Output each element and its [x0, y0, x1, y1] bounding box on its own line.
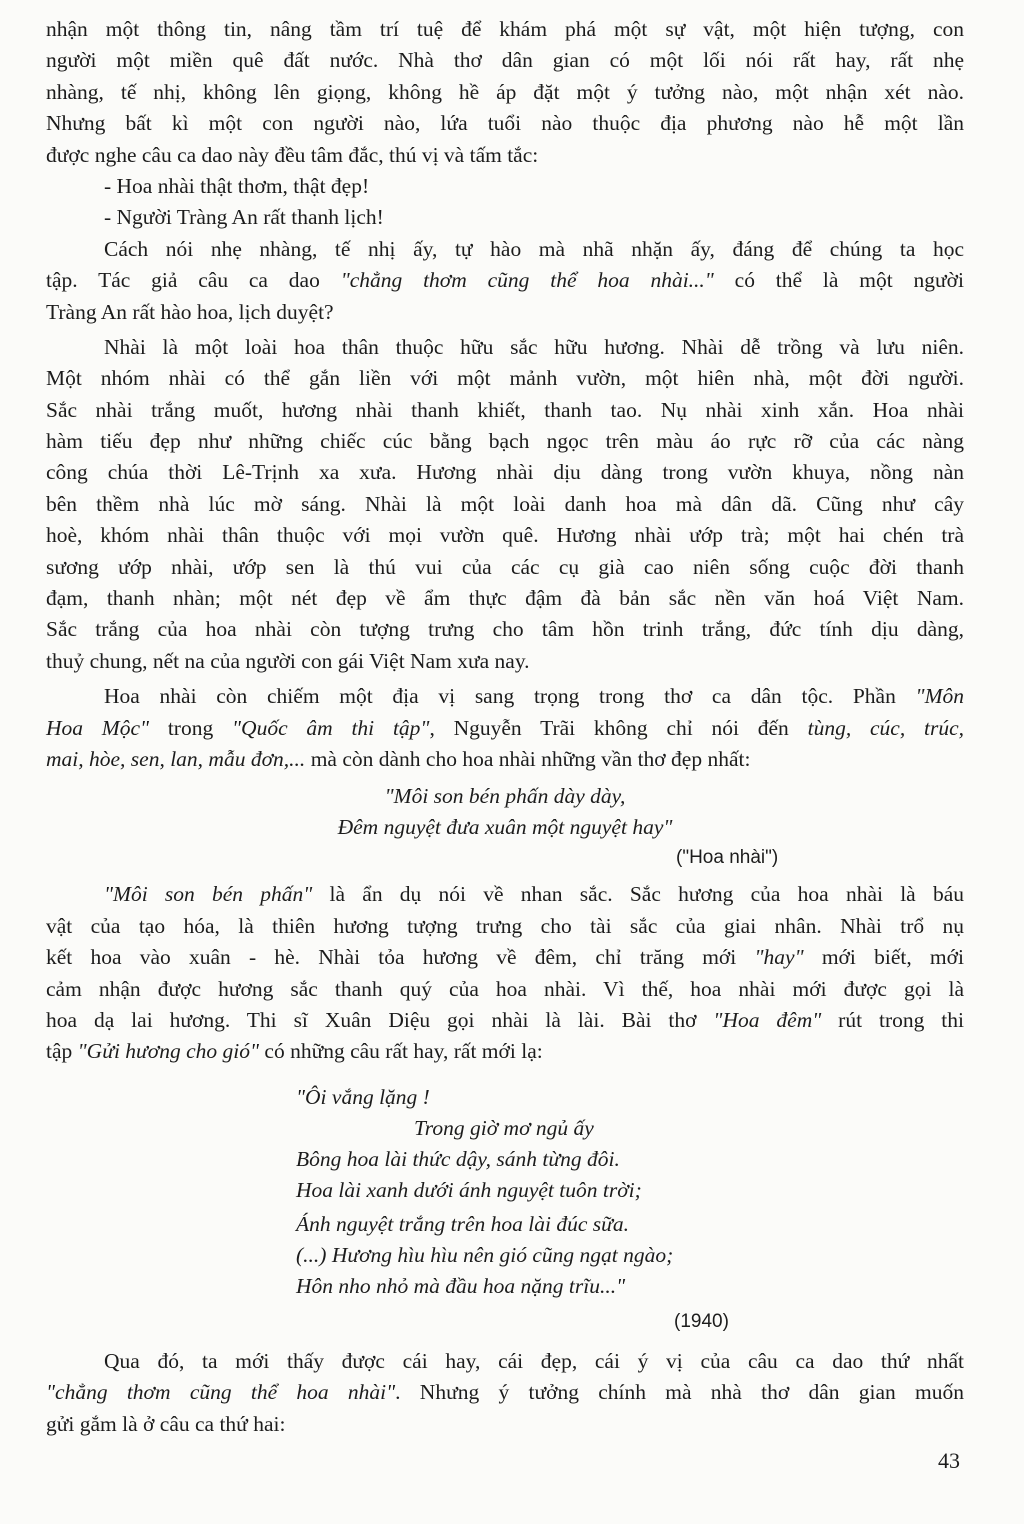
text-span: hoa dạ lai hương. Thi sĩ Xuân Diệu gọi nhài là lài. Bài thơ: [46, 1007, 714, 1032]
italic-list: mai, hòe, sen, lan, mẫu đơn,...: [46, 746, 306, 771]
paragraph-2: [46, 234, 964, 328]
text-span: rút trong thi: [821, 1007, 964, 1032]
poem-line: (...) Hương hìu hìu nên gió cũng ngạt ngào;: [296, 1242, 674, 1267]
text-line: vật của tạo hóa, là thiên hương tượng trưng cho tài sắc của giai nhân. Nhài trổ nụ: [46, 913, 964, 938]
text-line: Nhài là một loài hoa thân thuộc hữu sắc hữu hương. Nhài dễ trồng và lưu niên.: [104, 334, 964, 359]
text-line: Một nhóm nhài có thể gắn liền với một mảnh vườn, một hiên nhà, một đời người.: [46, 366, 964, 391]
poem-line: "Môi son bén phấn dày dày,: [384, 784, 626, 809]
text-line: [46, 1377, 964, 1408]
text-span: kết hoa vào xuân - hè. Nhài tỏa hương về đêm, chỉ trăng mới: [46, 945, 755, 970]
poem-1: [46, 775, 964, 879]
text-span: tập. Tác giả câu ca dao: [46, 268, 341, 293]
text-line: [46, 744, 964, 775]
text-span: mà còn dành cho hoa nhài những vần thơ đẹp nhất:: [305, 746, 751, 771]
text-line: [46, 713, 964, 744]
text-line: Tràng An rất hào hoa, lịch duyệt?: [46, 299, 334, 324]
text-line: [46, 1005, 964, 1036]
italic-quote: "Hoa đêm": [713, 1007, 822, 1032]
text-line: Qua đó, ta mới thấy được cái hay, cái đẹp, cái ý vị của câu ca dao thứ nhất: [104, 1348, 964, 1373]
text-line: [46, 265, 964, 296]
italic-quote: Hoa Mộc": [46, 715, 150, 740]
text-line: công chúa thời Lê-Trịnh xa xưa. Hương nhài dịu dàng trong vườn khuya, nồng nàn: [46, 460, 964, 485]
paragraph-5: [46, 879, 964, 1067]
paragraph-1: [46, 14, 964, 171]
page-body: [46, 14, 964, 1440]
text-span: Hoa nhài còn chiếm một địa vị sang trọng trong thơ ca dân tộc. Phần: [104, 684, 916, 709]
text-span: mới biết, mới: [803, 945, 964, 970]
text-line: bên thềm nhà lúc mờ sáng. Nhài là một loài danh hoa mà dân dã. Cũng như cây: [46, 491, 964, 516]
italic-quote: "Quốc âm thi tập": [232, 715, 430, 740]
text-line: thuỷ chung, nết na của người con gái Việt Nam xưa nay.: [46, 648, 530, 673]
poem-source: (1940): [674, 1310, 729, 1332]
paragraph-4: [46, 681, 964, 775]
text-line: đạm, thanh nhàn; một nét đẹp về ẩm thực đậm đà bản sắc nền văn hoá Việt Nam.: [46, 586, 964, 611]
text-line: hoè, khóm nhài thân thuộc với mọi vườn quê. Hương nhài ướp trà; một hai chén trà: [46, 523, 964, 548]
poem-2: [46, 1068, 964, 1338]
poem-line: Trong giờ mơ ngủ ấy: [414, 1115, 594, 1140]
text-span: trong: [149, 715, 233, 740]
text-line: nhàng, tế nhị, không lên giọng, không hề áp đặt một ý tưởng nào, một nhận xét nào.: [46, 79, 964, 104]
italic-list: tùng, cúc, trúc,: [807, 715, 964, 740]
italic-quote: "Gửi hương cho gió": [77, 1039, 260, 1064]
text-line: người một miền quê đất nước. Nhà thơ dân gian có một lối nói rất hay, rất nhẹ: [46, 48, 964, 73]
italic-quote: "chẳng thơm cũng thể hoa nhài": [46, 1380, 396, 1405]
paragraph-6: [46, 1346, 964, 1440]
poem-source: ("Hoa nhài"): [676, 847, 779, 869]
text-span: có những câu rất hay, rất mới lạ:: [259, 1039, 543, 1064]
paragraph-3: [46, 332, 964, 677]
text-line: [46, 1036, 964, 1067]
text-line: [46, 879, 964, 910]
text-line: cảm nhận được hương sắc thanh quý của hoa nhài. Vì thế, hoa nhài mới được gọi là: [46, 976, 964, 1001]
text-line: được nghe câu ca dao này đều tâm đắc, thú vị và tấm tắc:: [46, 142, 539, 167]
text-line: gửi gắm là ở câu ca thứ hai:: [46, 1411, 286, 1436]
poem-line: Hoa lài xanh dưới ánh nguyệt tuôn trời;: [296, 1177, 642, 1202]
poem-line: Bông hoa lài thức dậy, sánh từng đôi.: [296, 1146, 620, 1171]
dash-line-2: - Người Tràng An rất thanh lịch!: [104, 205, 384, 230]
text-line: [46, 942, 964, 973]
poem-line: Đêm nguyệt đưa xuân một nguyệt hay": [337, 815, 673, 840]
text-line: hàm tiếu đẹp như những chiếc cúc bằng bạch ngọc trên màu áo rực rỡ của các nàng: [46, 429, 964, 454]
text-line: nhận một thông tin, nâng tầm trí tuệ để khám phá một sự vật, một hiện tượng, con: [46, 17, 964, 41]
dash-line-1: - Hoa nhài thật thơm, thật đẹp!: [104, 173, 370, 198]
italic-quote: "Môn: [915, 684, 964, 709]
text-line: sương ướp nhài, ướp sen là thú vui của các cụ già cao niên sống cuộc đời thanh: [46, 554, 964, 579]
text-line: [46, 681, 964, 712]
poem-line: "Ôi vắng lặng !: [296, 1084, 430, 1109]
italic-quote: "Môi son bén phấn": [104, 882, 313, 907]
text-span: là ẩn dụ nói về nhan sắc. Sắc hương của hoa nhài là báu: [312, 882, 964, 907]
text-line: Cách nói nhẹ nhàng, tế nhị ấy, tự hào mà nhã nhặn ấy, đáng để chúng ta học: [104, 236, 964, 261]
text-line: Sắc trắng của hoa nhài còn tượng trưng cho tâm hồn trinh trắng, đức tính dịu dàng,: [46, 617, 964, 642]
text-span: có thể là một người: [713, 268, 964, 293]
text-span: tập: [46, 1039, 78, 1064]
text-line: Sắc nhài trắng muốt, hương nhài thanh khiết, thanh tao. Nụ nhài xinh xắn. Hoa nhài: [46, 397, 964, 422]
poem-line: Hôn nho nhỏ mà đầu hoa nặng trĩu...": [296, 1273, 626, 1298]
poem-line: Ánh nguyệt trắng trên hoa lài đúc sữa.: [296, 1211, 629, 1236]
page-number: 43: [938, 1448, 960, 1473]
text-span: , Nguyễn Trãi không chỉ nói đến: [429, 715, 808, 740]
italic-quote: "hay": [754, 945, 804, 970]
italic-quote: "chẳng thơm cũng thể hoa nhài...": [340, 268, 714, 293]
text-span: . Nhưng ý tưởng chính mà nhà thơ dân gian muốn: [395, 1380, 964, 1405]
text-line: Nhưng bất kì một con người nào, lứa tuổi nào thuộc địa phương nào hễ một lần: [46, 111, 964, 136]
